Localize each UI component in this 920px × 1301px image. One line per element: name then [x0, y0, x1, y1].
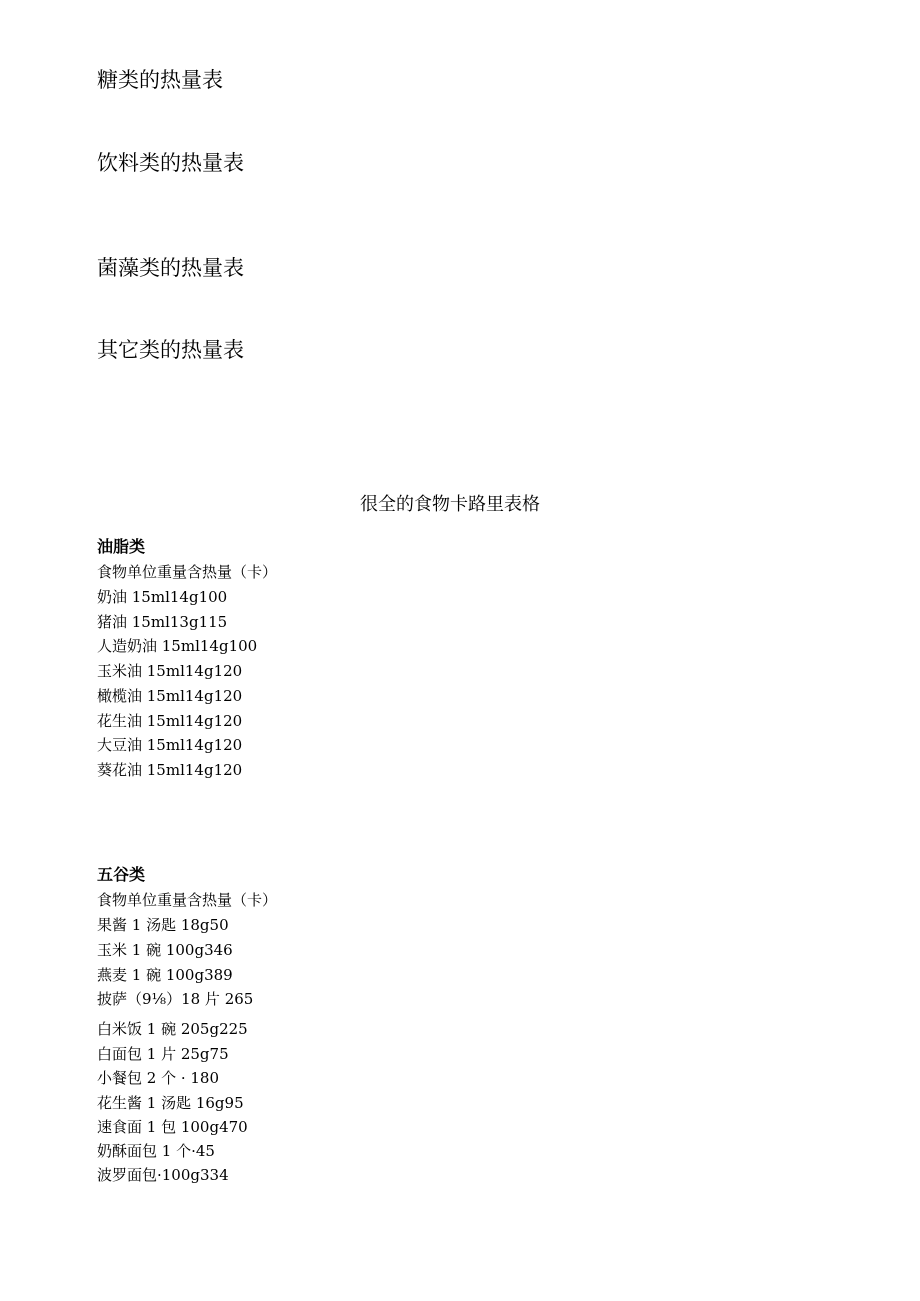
table-row: 白米饭 1 碗 205g225: [97, 1020, 248, 1038]
table-row: 花生酱 1 汤匙 16g95: [97, 1094, 244, 1112]
table-row: 燕麦 1 碗 100g389: [97, 966, 233, 984]
table-row: 奶酥面包 1 个·45: [97, 1142, 215, 1160]
table-row: 大豆油 15ml14g120: [97, 736, 243, 754]
table-row: 波罗面包·100g334: [97, 1166, 229, 1184]
section-title-grains: 五谷类: [97, 865, 146, 884]
table-row: 玉米 1 碗 100g346: [97, 941, 233, 959]
heading-sugar: 糖类的热量表: [97, 68, 223, 92]
table-row: 白面包 1 片 25g75: [97, 1045, 229, 1063]
table-row: 玉米油 15ml14g120: [97, 662, 243, 680]
table-row: 小餐包 2 个 · 180: [97, 1069, 220, 1087]
table-row: 速食面 1 包 100g470: [97, 1118, 248, 1136]
table-header: 食物单位重量含热量（卡）: [97, 563, 278, 581]
table-row: 奶油 15ml14g100: [97, 588, 228, 606]
table-row: 人造奶油 15ml14g100: [97, 637, 258, 655]
heading-other: 其它类的热量表: [97, 338, 244, 362]
table-row: 披萨（9⅛）18 片 265: [97, 990, 254, 1008]
table-header: 食物单位重量含热量（卡）: [97, 891, 278, 909]
table-row: 花生油 15ml14g120: [97, 712, 243, 730]
heading-fungi: 菌藻类的热量表: [97, 256, 244, 280]
table-row: 猪油 15ml13g115: [97, 613, 228, 631]
page-title: 很全的食物卡路里表格: [360, 494, 540, 515]
table-row: 葵花油 15ml14g120: [97, 761, 243, 779]
heading-drinks: 饮料类的热量表: [97, 151, 244, 175]
section-title-oils: 油脂类: [97, 537, 146, 556]
table-row: 果酱 1 汤匙 18g50: [97, 916, 229, 934]
table-row: 橄榄油 15ml14g120: [97, 687, 243, 705]
